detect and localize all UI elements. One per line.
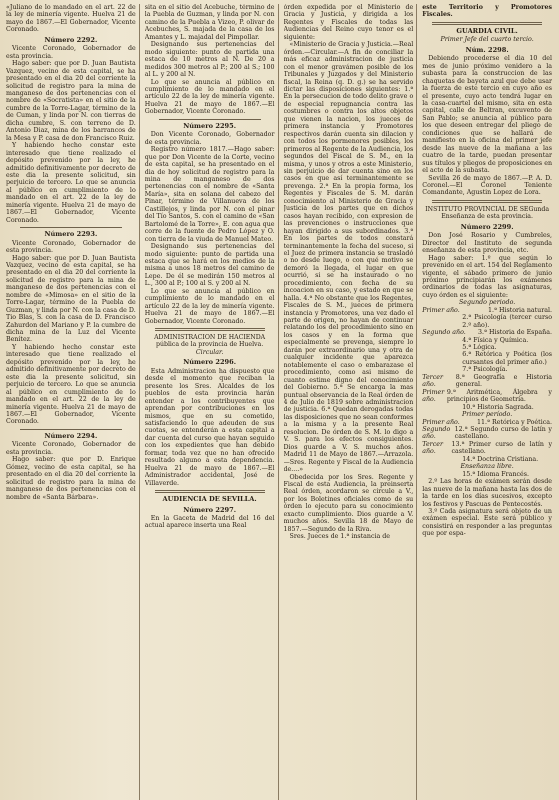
- paragraph: Vicente Coronado, Gobernador de esta provincia.: [6, 45, 136, 60]
- paragraph: este Territorio y Promotores Fiscales.: [422, 4, 552, 19]
- year-label: Primer año.: [422, 306, 460, 314]
- exam-row: [422, 374, 552, 389]
- section-divider: [432, 22, 542, 25]
- subject: 1.ª Historia natural.: [487, 306, 552, 314]
- subject: 6.ª Retórica y Poética (los cursantes del primer año.): [462, 351, 552, 366]
- divider: [20, 227, 122, 228]
- paragraph: sita en el sitio del Acebuche, término de la Puebla de Guzman, y linda por N. con camino de la Puebla a Vizeo, P. olivar de Acebuches, S. majada de la casa de los Amantes y L. majadal del Pimpollar.: [144, 4, 275, 41]
- paragraph: Y habiendo hecho constar este interesado que tiene realizado el depósito prevenido por la ley, he admitido definitivamente por decreto de este dia la presente solicitud, sin perjuicio de tercero. Lo que se anuncia al público en cumplimiento de lo mandado en el art. 22 de la ley de minería vigente. Huelva 21 de mayo de 1867.—El Gobernador, Vicente Coronado.: [6, 343, 136, 426]
- notice-number: Número 2299.: [460, 222, 514, 231]
- exam-row: [422, 426, 552, 441]
- section-subheading: Primer Jefe del cuarto tercio.: [440, 36, 534, 44]
- paragraph: Hago saber: 1.º que según lo prevenido en el art. 154 del Reglamento vigente, el sábado primero de junio próximo principiarán los exámenes ordinarios de todas las asignaturas, cuyo órden es el siguiente:: [422, 254, 552, 299]
- period-heading: Segundo periodo.: [458, 299, 516, 307]
- paragraph: Don José Rosario y Cumbreles, Director del Instituto de segunda enseñanza de esta provincia, etc.: [422, 232, 552, 255]
- exam-row: [422, 419, 552, 426]
- subject: 5.ª Lógica.: [462, 344, 497, 352]
- notice-number: Número 2294.: [44, 431, 98, 440]
- subject: 8.ª Geografía e Historia general.: [455, 373, 552, 389]
- paragraph: Hago saber: que por D. Juan Bautista Vazquez, vecino de esta capital, se ha presentado en el dia 20 del corriente la solicitud de registro para la mina de manganeso de dos pertenencias con el nombre de «Mimosa» en el sitio de la Torre-Lagar, término de la Puebla de Guzman, y linda por N. con la casa de D. Tio Blas, S. con la casa de D. Francisco Zahurdon del Mariano y P. la cumbre de dicha mina de la Luz del Vicente Benítez.: [6, 254, 136, 344]
- paragraph: Lo que se anuncia al público en cumplimiento de lo mandado en el artículo 22 de la ley de minería vigente. Huelva 21 de mayo de 1867.—El Gobernador, Vicente Coronado.: [144, 78, 275, 116]
- paragraph: Hago saber: que por D. Juan Bautista Vazquez, vecino de esta capital, se ha presentado en el dia 20 del corriente la solicitud de registro para la mina de manganeso de dos pertenencias con el nombre de «Socratista» en el sitio de la cumbre de la Torre-Lagar, término de la de Cuman, y linda por N. con tierras de dicha cumbre, S. con terreno de D. Antonio Diaz, mina de los barrancos de la Mesa y P. casa de don Francisco Ruiz.: [6, 60, 136, 142]
- divider: [20, 429, 122, 430]
- section-divider: [155, 490, 265, 493]
- column-4: [422, 4, 555, 800]
- notice-number: Número 2292.: [44, 35, 98, 44]
- subject: 4.ª Física y Química.: [462, 336, 529, 344]
- paragraph: órden expedida por el Ministerio de Gracia y Justicia, y dirigida a los Regentes y Fiscales de todas las Audiencias del Reino cuyo tenor es el siguiente:: [283, 4, 414, 41]
- paragraph: Debiendo procederse el dia 10 del mes de junio próximo venidero a la subasta para la construccion de las chaquetas de bayeta azul que debe usar la fuerza de este tercio en cuyo año es el presente, cuyo acto tendrá lugar en la casa-cuartel del mismo, sita en esta capital, calle de Beltran, excuvento de San Pablo; se anuncia al público para los que deseen entregar del pliego de condiciones que se hallará de manifiesto en la oficina del primer jefe desde las nueve de la mañana a las cuatro de la tarde, puedan presentar sus títulos y pliegos de proposiciones en el acto de la subasta.: [422, 55, 552, 175]
- year-label: Segundo año.: [422, 329, 466, 337]
- period-heading: Primer período.: [461, 411, 513, 419]
- exam-row: [422, 441, 552, 456]
- subject: 13.ª Primer curso de latín y castellano.: [451, 440, 552, 456]
- subject: 3.ª Historia de España.: [477, 329, 552, 337]
- paragraph: Lo que se anuncia al público en cumplimiento de lo mandado en el artículo 22 de la ley de minería vigente. Huelva 21 de mayo de 1867.—El Gobernador, Vicente Coronado.: [144, 287, 275, 325]
- section-divider: [155, 328, 265, 331]
- period-heading: Enseñanza libre.: [460, 463, 514, 471]
- subject: 15.ª Idioma Francés.: [462, 470, 529, 478]
- subject: 7.ª Psicología.: [462, 366, 508, 374]
- section-subheading: Circular.: [195, 348, 224, 356]
- year-label: Tercer año.: [422, 373, 443, 389]
- subject: 11.ª Retórica y Poética.: [477, 418, 552, 426]
- paragraph: 2.º Las horas de exámen serán desde las nueve de la mañana hasta las dos de la tarde en los días sucesivos, excepto los festivos y Pascuas de Pentecostés.: [422, 478, 552, 508]
- paragraph: 3.º Cada asignatura será objeto de un exámen especial. Este será público y consistirá en responder a las preguntas que por espa-: [422, 508, 552, 538]
- exam-row: [422, 329, 552, 336]
- section-heading: ADMINISTRACION DE HACIENDA pública de la provincia de Huelva.: [154, 334, 266, 349]
- notice-number: Núm. 2298.: [465, 45, 509, 54]
- subject: 2.ª Psicología (tercer curso 2.º año).: [462, 314, 552, 329]
- section-heading: AUDIENCIA DE SEVILLA.: [162, 495, 257, 504]
- subject: 10.ª Historia Sagrada.: [462, 403, 534, 411]
- paragraph: Registro número 1817.—Hago saber: que por Don Vicente de la Corte, vecino de esta capital, se ha presentado en el dia de hoy solicitud de registro para la mina de manganeso de dos pertenencias con el nombre de «Santa María», sita en solana del cabezo del Pinar, término de Villanueva de los Castillejos, y linda por N. con el pinar del Tío Santos, S. con el camino de «San Bartolomé de la Torre», E. con agua que corre de la fuente de Pedro López y O. con tierra de la viuda de Manuel Mateo.: [144, 146, 275, 243]
- year-label: Primer año.: [422, 388, 445, 404]
- paragraph: Designando sus pertenencias del modo siguiente: punto de partida una estaca de 10 metros al N. De 20 a medidos 300 metros al P.; 200 al S.; 100 al L. y 200 al N.: [144, 41, 275, 79]
- section-heading: GUARDIA CIVIL.: [456, 26, 518, 35]
- section-divider: [432, 200, 542, 203]
- column-2: [145, 4, 279, 800]
- paragraph: «Ministerio de Gracia y Justicia.—Real órden.—Circular.—A fin de conciliar la más eficaz administracion de justicia con el menor gravámen posible de los Tribunales y Juzgados y del Ministerio fiscal, la Reina (q. D. g.) se ha servido dictar las disposiciones siguientes: 1.ª En la persecucion de todo delito grave o de especial repugnancia contra las costumbres o contra los altos objetos que vienen la nacion, los jueces de primera instancia y Promotores respectivos darán cuenta sin dilacion y con todos los pormenores posibles, los primeros al Regente de la Audiencia, los segundos del Fiscal de S. M., en la misma, y unos y otros a este Ministerio, sin perjuicio de dar cuenta sino en los casos en que así terminantemente se prevenga. 2.ª En la propia forma, los Regentes y Fiscales de S. M. darán conocimiento al Ministerio de Gracia y Justicia de los partes que en dichos casos hayan recibido, con expresion de las prevenciones o instrucciones que hayan dirigido a sus subordinados. 3.ª En los partes de todos constará terminantemente la fecha del suceso, si el Juez de primera instancia se trasladó o no desde luego, o con qué motivo se demoró la llegada, el lugar en que ocurrió, si se ha instaurado o no procedimiento, con fecha de su incoacion en su caso, y estado en que se halla. 4.ª No obstante que los Regentes, Fiscales de S. M., jueces de primera instancia y Promotores, una vez dado el parte de origen, no hayan de continuar relatando los del procedimiento sino en los casos y en la forma que especialmente se prevenga, siempre lo darán por extraordinario una y otra de cualquier incidente que aparezca notablemente el caso o embarazase el procedimiento, como asi mismo de cuanto estime digno del conocimiento del Gobierno. 5.ª Se encarga la mas puntual observancia de la Real órden de 4 de Julio de 1819 sobre administracion de justicia. 6.ª Quedan derogadas todas las disposiciones que no sean conformes a la misma y a la presente Real resolucion. De órden de S. M. lo digo a V. S. para los efectos consiguientes. Dios guarde a V. S. muchos años. Madrid 11 de Mayo de 1867.—Arrazola.—Sres. Regente y Fiscal de la Audiencia de....»: [283, 41, 414, 474]
- paragraph: En la Gaceta de Madrid del 16 del actual aparece inserta una Real: [144, 515, 275, 530]
- divider: [159, 119, 261, 120]
- exam-row: [422, 307, 552, 314]
- paragraph: Y habiendo hecho constar este interesado que tiene realizado el depósito prevenido por la ley, he admitido definitivamente por decreto de este dia la presente solicitud, sin perjuicio de tercero. Lo que se anuncia al público en cumplimiento de lo mandado en el art. 22 de la ley de minería vigente. Huelva 21 de mayo de 1867.—El Gobernador, Vicente Coronado.: [6, 142, 136, 224]
- subject: 14.ª Doctrina Cristiana.: [462, 455, 539, 463]
- paragraph: Designando sus pertenencias del modo siguiente: punto de partida una estaca que se hará en los medios de la misma a unos 18 metros del camino de Lepe. De él se medirán 150 metros al L., 300 al P.; 100 al S. y 200 al N.: [144, 243, 275, 288]
- column-1: [6, 4, 140, 800]
- notice-number: Número 2293.: [44, 230, 98, 239]
- section-heading: INSTITUTO PROVINCIAL DE SEGunda Enseñanza de esta provincia.: [425, 205, 550, 221]
- paragraph: Esta Administracion ha dispuesto que desde el momento que reciban la presente los Sres. Alcaldes de los pueblos de esta provincia harán entender a los contribuyentes que aprendan por contribuciones en los mismos, que en su cometido, satisfaciendo lo que adeuden de sus cuotas, se entenderán a esta capital a dar cuenta del curso que hayan seguido con los expedientes que han debido formar, toda vez que no han ofrecido resultado alguno a esta dependencia. Huelva 21 de mayo de 1867.—El Administrador accidental, José de Villaverde.: [144, 367, 275, 487]
- subject: 12.ª Segundo curso de latín y castellano.: [454, 426, 552, 441]
- notice-number: Número 2296.: [183, 358, 237, 367]
- year-label: Segundo año.: [422, 426, 451, 441]
- column-3: [284, 4, 418, 800]
- paragraph: Don Vicente Coronado, Gobernador de esta provincia.: [144, 131, 275, 146]
- paragraph: Vicente Coronado, Gobernador de esta provincia.: [6, 441, 136, 456]
- year-label: Tercer año.: [422, 440, 443, 456]
- paragraph: Vicente Coronado, Gobernador de esta provincia.: [6, 239, 136, 255]
- notice-number: Número 2295.: [183, 121, 237, 130]
- paragraph: «Juliano de lo mandado en el art. 22 de la ley de minería vigente. Huelva 21 de mayo de 1867.—El Gobernador, Vicente Coronado.: [6, 4, 136, 34]
- paragraph: Obedecida por los Sres. Regente y Fiscal de esta Audiencia, la preinserta Real órden, acordaron se circule a V., por los Boletines oficiales como de su órden lo ejecuto para su conocimiento exacto cumplimiento. Dios guarde a V. muchos años. Sevilla 18 de Mayo de 1857.—Segundo de la Riva.: [283, 473, 414, 533]
- paragraph: Hago saber: que por D. Enrique Gómez, vecino de esta capital, se ha presentado en el dia 20 del corriente la solicitud de registro para la mina de manganeso de dos pertenencias con el nombre de «Santa Bárbara».: [6, 456, 136, 501]
- exam-row: [422, 389, 552, 404]
- notice-number: Número 2297.: [183, 505, 237, 514]
- paragraph: Sres. Jueces de 1.ª instancia de: [289, 533, 391, 541]
- paragraph: Sevilla 26 de mayo de 1867.—P. A. D. Coronel.—El Coronel Teniente Comandante, Agustin Lopez de Lora.: [422, 174, 552, 197]
- subject: 9.ª Aritmética, Álgebra y principios de Geometría.: [446, 388, 552, 404]
- year-label: Primer año.: [422, 418, 460, 426]
